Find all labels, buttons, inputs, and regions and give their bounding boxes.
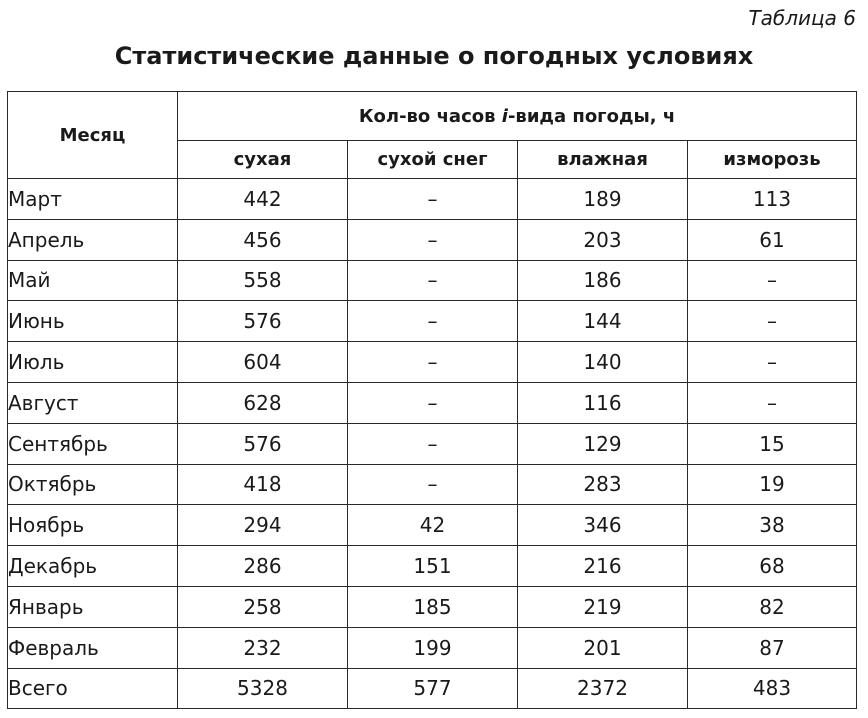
month-cell: Июль — [8, 342, 178, 383]
value-cell: 283 — [518, 464, 688, 505]
month-column-header: Месяц — [8, 92, 178, 179]
value-cell: 577 — [348, 668, 518, 709]
value-cell: 346 — [518, 505, 688, 546]
table-row — [8, 423, 857, 464]
group-header-suffix: -вида погоды, ч — [507, 105, 676, 127]
month-cell: Февраль — [8, 627, 178, 668]
value-cell: 232 — [178, 627, 348, 668]
value-cell: 61 — [688, 219, 857, 260]
value-cell: – — [348, 342, 518, 383]
value-cell: 68 — [688, 546, 857, 587]
value-cell: 151 — [348, 546, 518, 587]
month-cell: Октябрь — [8, 464, 178, 505]
value-cell: 2372 — [518, 668, 688, 709]
value-cell: 558 — [178, 260, 348, 301]
table-row — [8, 219, 857, 260]
group-header-prefix: Кол-во часов — [358, 105, 502, 127]
value-cell: – — [348, 423, 518, 464]
column-header-rime: изморозь — [688, 141, 857, 179]
value-cell: 189 — [518, 179, 688, 220]
value-cell: 140 — [518, 342, 688, 383]
value-cell: 604 — [178, 342, 348, 383]
value-cell: 219 — [518, 586, 688, 627]
value-cell: 87 — [688, 627, 857, 668]
month-cell: Январь — [8, 586, 178, 627]
month-cell: Март — [8, 179, 178, 220]
table-number: Таблица 6 — [748, 6, 856, 30]
table-row — [8, 464, 857, 505]
value-cell: 628 — [178, 382, 348, 423]
value-cell: – — [348, 301, 518, 342]
value-cell: 483 — [688, 668, 857, 709]
month-cell: Декабрь — [8, 546, 178, 587]
value-cell: 203 — [518, 219, 688, 260]
value-cell: 576 — [178, 301, 348, 342]
value-cell: 185 — [348, 586, 518, 627]
value-cell: 186 — [518, 260, 688, 301]
hours-group-header — [178, 92, 857, 141]
value-cell: – — [348, 382, 518, 423]
table-row — [8, 382, 857, 423]
table-row — [8, 546, 857, 587]
value-cell: 82 — [688, 586, 857, 627]
table-row — [8, 260, 857, 301]
column-header-dry-snow: сухой снег — [348, 141, 518, 179]
table-row — [8, 179, 857, 220]
month-cell: Ноябрь — [8, 505, 178, 546]
table-row — [8, 301, 857, 342]
group-header-variable: i — [501, 105, 508, 127]
table-title: Статистические данные о погодных условиях — [114, 42, 754, 70]
value-cell: 199 — [348, 627, 518, 668]
value-cell: – — [348, 260, 518, 301]
value-cell: – — [688, 342, 857, 383]
value-cell: – — [348, 179, 518, 220]
value-cell: 144 — [518, 301, 688, 342]
value-cell: 216 — [518, 546, 688, 587]
table-row — [8, 342, 857, 383]
month-cell: Всего — [8, 668, 178, 709]
value-cell: 286 — [178, 546, 348, 587]
table-row — [8, 586, 857, 627]
month-cell: Апрель — [8, 219, 178, 260]
value-cell: 42 — [348, 505, 518, 546]
column-header-dry: сухая — [178, 141, 348, 179]
value-cell: 38 — [688, 505, 857, 546]
month-cell: Июнь — [8, 301, 178, 342]
table-body — [8, 179, 857, 709]
value-cell: 15 — [688, 423, 857, 464]
value-cell: 418 — [178, 464, 348, 505]
value-cell: 129 — [518, 423, 688, 464]
value-cell: 258 — [178, 586, 348, 627]
month-cell: Август — [8, 382, 178, 423]
table-row — [8, 668, 857, 709]
month-cell: Май — [8, 260, 178, 301]
value-cell: – — [688, 260, 857, 301]
value-cell: 576 — [178, 423, 348, 464]
value-cell: – — [688, 301, 857, 342]
table-row — [8, 627, 857, 668]
table-row — [8, 505, 857, 546]
month-cell: Сентябрь — [8, 423, 178, 464]
weather-table — [7, 91, 857, 709]
value-cell: – — [348, 219, 518, 260]
value-cell: 442 — [178, 179, 348, 220]
value-cell: 201 — [518, 627, 688, 668]
value-cell: 5328 — [178, 668, 348, 709]
value-cell: 116 — [518, 382, 688, 423]
value-cell: – — [688, 382, 857, 423]
value-cell: – — [348, 464, 518, 505]
column-header-wet: влажная — [518, 141, 688, 179]
value-cell: 113 — [688, 179, 857, 220]
value-cell: 294 — [178, 505, 348, 546]
value-cell: 19 — [688, 464, 857, 505]
value-cell: 456 — [178, 219, 348, 260]
